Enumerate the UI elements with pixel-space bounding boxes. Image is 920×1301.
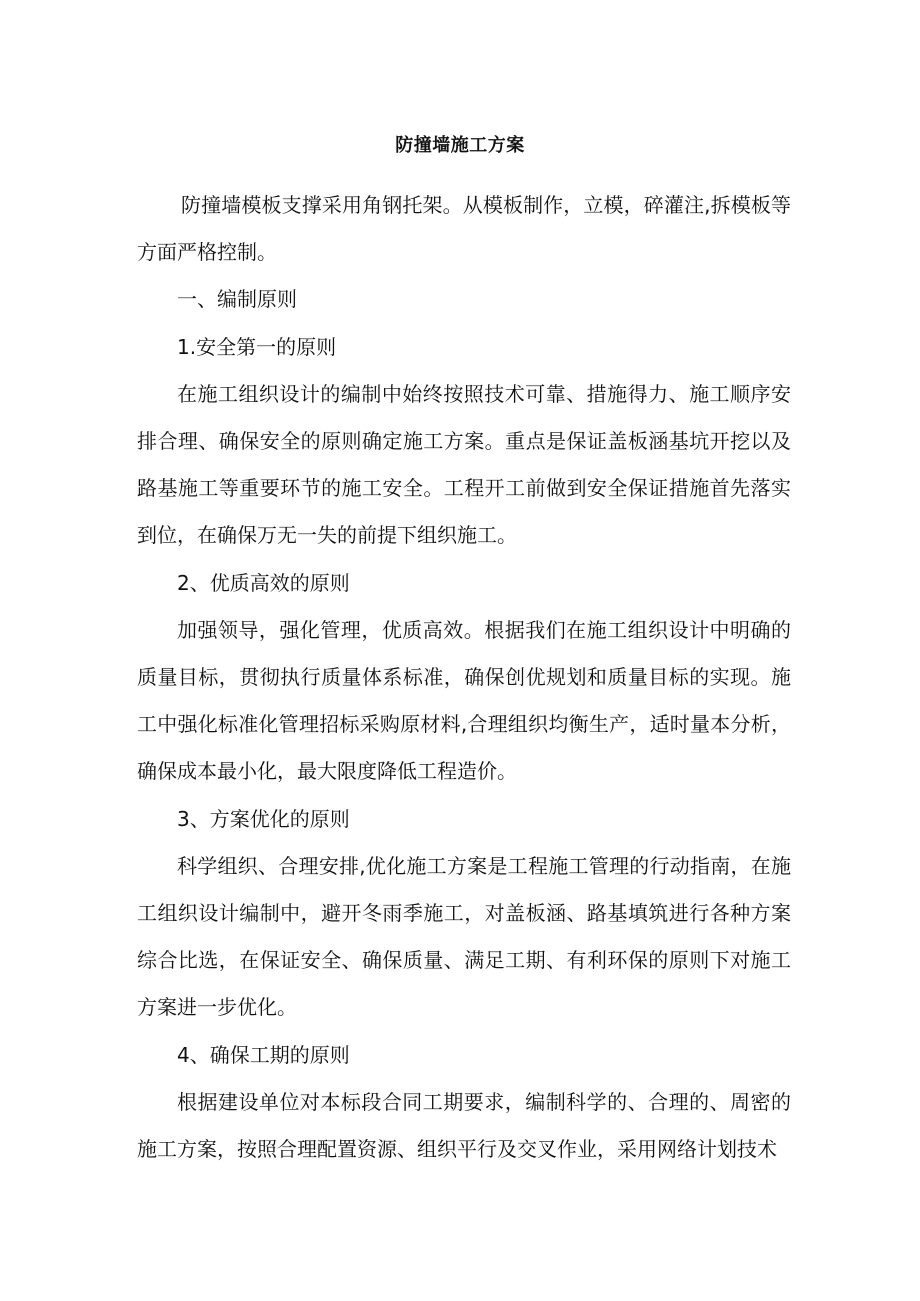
principle-paragraph-3: 科学组织、合理安排,优化施工方案是工程施工管理的行动指南，在施工组织设计编制中，避开冬雨季施工，对盖板涵、路基填筑进行各种方案综合比选，在保证安全、确保质量、满足工期、有利环保的原则下对施工方案进一步优化。 — [137, 853, 791, 1020]
principle-heading-3: 3、方案优化的原则 — [177, 806, 350, 831]
principle-paragraph-4: 根据建设单位对本标段合同工期要求，编制科学的、合理的、周密的施工方案，按照合理配置资源、组织平行及交叉作业，采用网络计划技术 — [137, 1089, 791, 1162]
section-heading: 一、编制原则 — [177, 287, 297, 312]
principle-paragraph-2: 加强领导，强化管理，优质高效。根据我们在施工组织设计中明确的质量目标，贯彻执行质量体系标准，确保创优规划和质量目标的实现。施工中强化标准化管理招标采购原材料,合理组织均衡生产，适时量本分析，确保成本最小化，最大限度降低工程造价。 — [137, 617, 791, 784]
intro-paragraph: 防撞墙模板支撑采用角钢托架。从模板制作，立模，碎灌注,拆模板等方面严格控制。 — [137, 193, 791, 265]
principle-heading-4: 4、确保工期的原则 — [177, 1042, 350, 1067]
principle-heading-1: 1.安全第一的原则 — [177, 334, 337, 359]
document-body — [137, 182, 791, 1173]
document-title: 防撞墙施工方案 — [395, 135, 525, 156]
principle-heading-2: 2、优质高效的原则 — [177, 570, 350, 595]
principle-paragraph-1: 在施工组织设计的编制中始终按照技术可靠、措施得力、施工顺序安排合理、确保安全的原则确定施工方案。重点是保证盖板涵基坑开挖以及路基施工等重要环节的施工安全。工程开工前做到安全保证措施首先落实到位，在确保万无一失的前提下组织施工。 — [137, 381, 791, 548]
